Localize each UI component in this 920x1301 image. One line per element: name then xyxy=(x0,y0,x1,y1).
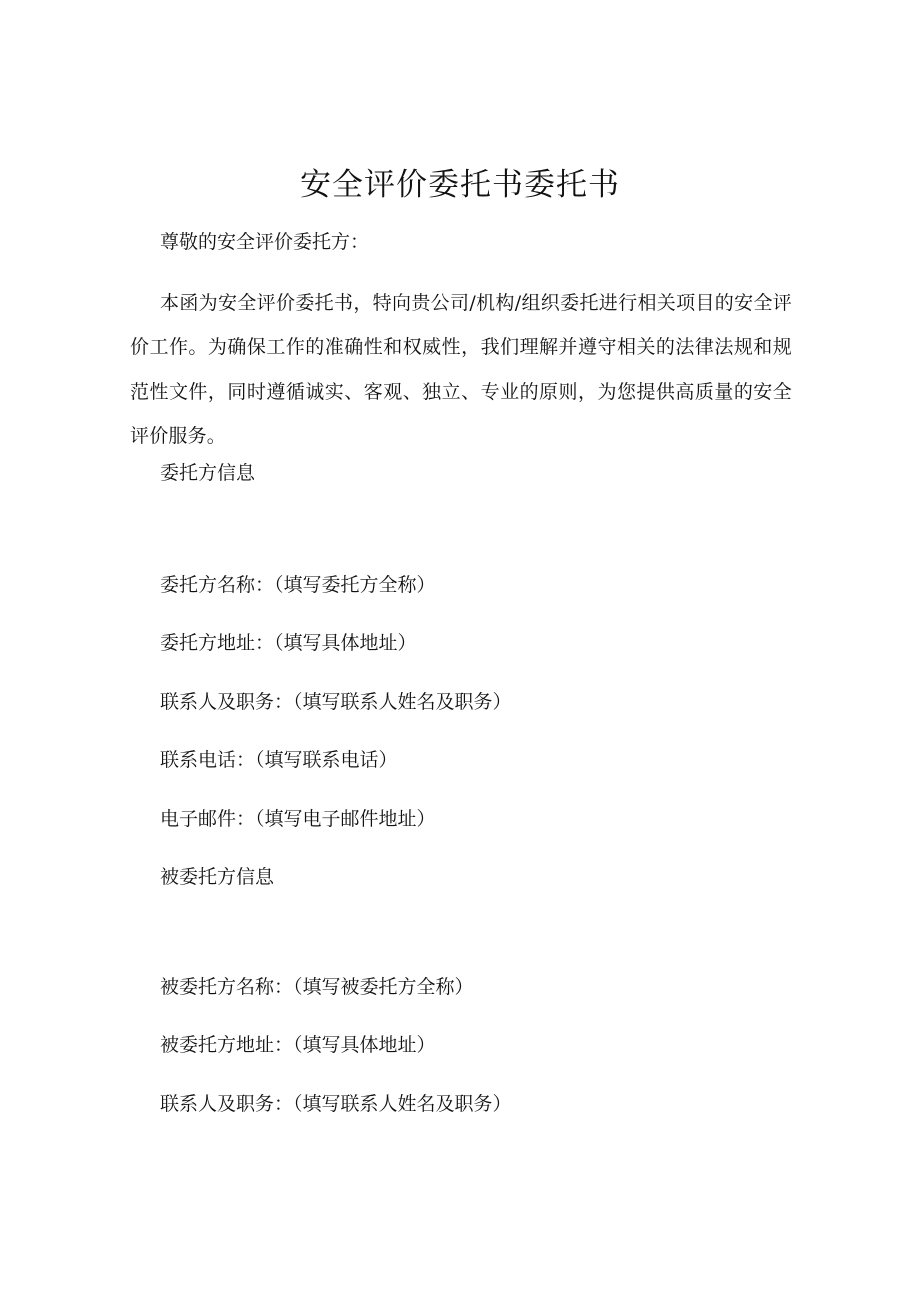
client-name-field: 委托方名称：（填写委托方全称） xyxy=(160,574,436,596)
contractor-name-field: 被委托方名称：（填写被委托方全称） xyxy=(160,976,474,998)
contractor-section-heading: 被委托方信息 xyxy=(160,866,275,888)
intro-paragraph: 本函为安全评价委托书，特向贵公司/机构/组织委托进行相关项目的安全评价工作。为确保工作的准确性和权威性，我们理解并遵守相关的法律法规和规范性文件，同时遵循诚实、客观、独立、专业的原则，为您提供高质量的安全评价服务。 xyxy=(130,292,792,447)
contractor-contact-field: 联系人及职务：（填写联系人姓名及职务） xyxy=(160,1093,512,1115)
document-title: 安全评价委托书委托书 xyxy=(300,167,620,203)
client-address-field: 委托方地址：（填写具体地址） xyxy=(160,632,417,654)
client-contact-field: 联系人及职务：（填写联系人姓名及职务） xyxy=(160,691,512,713)
salutation: 尊敬的安全评价委托方： xyxy=(160,231,370,253)
client-phone-field: 联系电话：（填写联系电话） xyxy=(160,749,398,771)
contractor-address-field: 被委托方地址：（填写具体地址） xyxy=(160,1034,436,1056)
client-section-heading: 委托方信息 xyxy=(160,462,256,484)
client-email-field: 电子邮件：（填写电子邮件地址） xyxy=(160,808,436,830)
